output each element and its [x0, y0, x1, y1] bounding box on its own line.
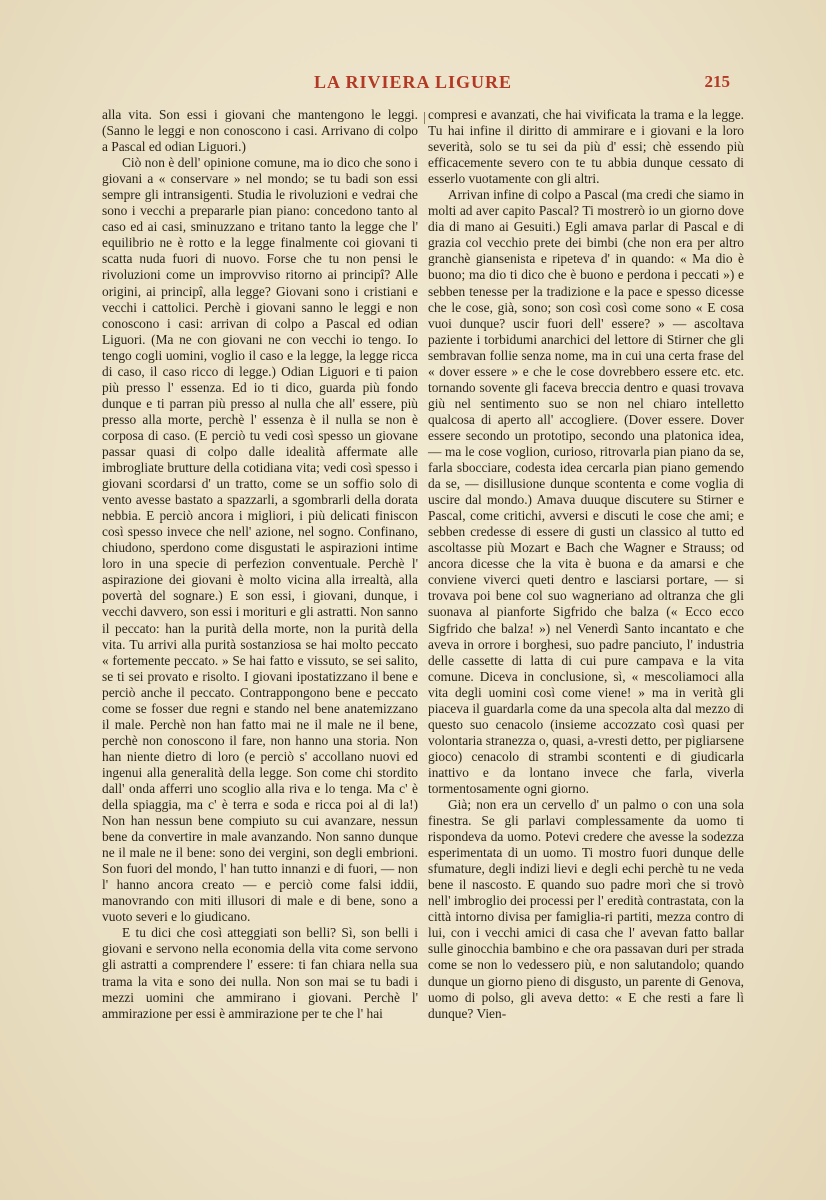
running-title: LA RIVIERA LIGURE [313, 72, 513, 92]
column-divider-mark [424, 112, 425, 124]
page-number: 215 [704, 72, 730, 91]
right-column [428, 107, 744, 1022]
page-header [0, 72, 826, 96]
paragraph: Già; non era un cervello d' un palmo o con una sola finestra. Se gli parlavi complessamente da uomo ti rispondeva da uomo. Potevi credere che avesse la sodezza esperimentata di un uomo. Ti mostro fuori dunque delle sfumature, degli indizi lievi e degli echi perchè tu ne veda bene il nascosto. E quando suo padre morì che si trovò nell' imbroglio dei processi per l' eredità contrastata, con la città intorno divisa per famiglia-ri partiti, mezza contro di lui, con i vecchi amici di casa che l' avevan fatto ballar sulle ginocchia bambino e che ora passavan duri per strada come se non lo vedessero più, e non salutandolo; quando dunque un giorno pieno di disgusto, un parente di Genova, uomo di polso, gli aveva detto: « E che resti a fare lì dunque? Vien- [428, 797, 744, 1021]
paragraph: compresi e avanzati, che hai vivificata la trama e la legge. Tu hai infine il diritto di ammirare e i giovani e la loro severità, solo se tu sei da più d' essi; chè essendo più efficacemente severo con te tu abbia dunque cessato di esserlo vuotamente con gli altri. [428, 107, 744, 187]
paragraph: Arrivan infine di colpo a Pascal (ma credi che siamo in molti ad aver capito Pascal? Ti mostrerò io un giorno dove dia di mano ai Gesuiti.) Egli amava parlar di Pascal e di grazia col vecchio prete dei bimbi (che non era per altro granchè giansenista e ripeteva d' in quando: « Ma dio è buono; ma dio ti dico che è buono e perdona i peccati ») e sebben tenesse per la tradizione e la pace e spesso dicesse che le cose, già, sono; son così così come sono « E cosa vuoi dunque? uscir fuori dell' essere? » — ascoltava paziente i torbidumi anarchici del lettore di Stirner che gli sembravan follie senza nome, ma in cui una certa frase del « dover essere » e che le cose dovrebbero essere etc. etc. tornando sovente gli faceva breccia dentro e quasi trovava giù nel sentimento suo se non nel chiaro intelletto qualcosa di aperto all' accogliere. (Dover essere. Dover essere secondo un prototipo, secondo una platonica idea, — ma le cose voglion, curioso, ritrovarla pian piano da se, farla sbocciare, codesta idea cercarla pian piano gemendo da se, — disillusione dunque scontenta e come voglia di uscire dal mondo.) Amava duuque discutere su Stirner e Pascal, come critichi, avversi e discuti le cose che ami; e sebben credesse di essere di gusti un classico al tutto ed ascoltasse più Mozart e Bach che Wagner e Strauss; od ancora dicesse che la vita è buona e da amarsi e che conviene viverci queti dentro e lasciarsi portare, — si trovava poi bene col suo wagneriano ad oltranza che gli suonava al pianforte Sigfrido che balza (« Ecco ecco Sigfrido che balza! ») nel Venerdì Santo incantato e che aveva in orrore i borghesi, suo padre panciuto, l' industria delle cassette di latta di cui pure campava e la vita comune. Diceva in conclusione, sì, « mescoliamoci alla vita degli uomini così come viene! » ma in verità gli piaceva il guardarla come da una specola alta dal mezzo di questo suo cenacolo (insieme accozzato così quasi per volontaria stranezza o, quasi, a-vresti detto, per pigliarsene gioco) cenacolo di strambi scontenti e di giudicarla inattivo e da lontano invece che farla, viverla tormentosamente ogni giorno. [428, 187, 744, 796]
paragraph: Ciò non è dell' opinione comune, ma io dico che sono i giovani a « conservare » nel mondo; se tu badi son essi sempre gli intransigenti. Studia le rivoluzioni e vedrai che sono i vecchi a prepararle pian piano: concedono tanto al caso ed ai casi, sminuzzano e tritano tanto la legge che l' equilibrio ne è rotto e la legge finalmente coi giovani ti scatta nuda fuori di nuovo. Forse che tu non pensi le rivoluzioni come un improvviso ritorno ai principî? Alle origini, ai principî, alla legge? Giovani sono i cristiani e vecchi i cattolici. Perchè i giovani sanno le leggi e non conoscono i casi: arrivan di colpo a Pascal ed odian Liguori. (Ma ne con giovani ne con vecchi io tengo. Io tengo cogli uomini, voglio il caso e la legge, la legge ricca di caso, il caso ricco di legge.) Odian Liguori e ti paion più presso l' essenza. Ed io ti dico, guarda più fondo dunque e ti parran più presso al nulla che all' essere, più presso alla morte, perchè l' essenza è il nulla se non è corposa di caso. (E perciò tu vedi così spesso un giovane passar quasi di colpo dalle idealità affermate alle imbrogliate brutture della cotidiana vita; vedi così spesso i giovani scordarsi d' un tratto, come se un soffio solo di vento avesse bastato a spazzarli, a sgombrarli della dorata nebbia. E perciò ancora i migliori, i più delicati finiscon così spesso invece che nell' azione, nel sogno. Confinano, chiudono, sperdono come disgustati le aspirazioni intime loro in una specie di perfezion conventuale. Perchè l' aspirazione dei giovani è molto vicina alla irrealtà, alla povertà del sognare.) E son essi, i giovani, dunque, i vecchi davvero, son essi i morituri e gli astratti. Non sanno il peccato: han la purità della morte, non la purità della vita. Tu arrivi alla purità sostanziosa se hai molto peccato « fortemente peccato. » Se hai fatto e vissuto, se sei salito, se ti sei provato e risolto. I giovani ipostatizzano il bene e perciò anche il peccato. Contrappongono bene e peccato come se fosser due regni e stando nel bene anatemizzano il male. Perchè non han fatto mai ne il male ne il bene, perchè non conoscono il fare, non hanno una storia. Non han niente dietro di loro (e perciò s' accollano nuovi ed ingenui alla generalità della legge. Son come chi stordito dall' onda afferri uno scoglio alla riva e lo tenga. Ma c' è della spiaggia, ma c' è terra e soda e ricca poi al di la!) Non han nessun bene compiuto su cui avanzare, nessun bene da convertire in male avanzando. Non sanno dunque ne il male ne il bene: sono dei vergini, son degli embrioni. Son fuori del mondo, l' han tutto innanzi e di fuori, — non l' hanno ancora creato — e perciò come falsi iddii, manovrando con miti illusori di male e di bene, sono a vuoto severi e lo giudicano. [102, 155, 418, 925]
paragraph: alla vita. Son essi i giovani che mantengono le leggi. (Sanno le leggi e non conoscono i casi. Arrivano di colpo a Pascal ed odian Liguori.) [102, 107, 418, 155]
left-column [102, 107, 418, 1022]
paragraph: E tu dici che così atteggiati son belli? Sì, son belli i giovani e servono nella economia della vita come servono gli astratti a comprendere l' essere: ti fan chiara nella sua trama la vita e sono dei nulla. Non son mai se tu badi i mezzi uomini che ammirano i giovani. Perchè l' ammirazione per essi è ammirazione per te che l' hai [102, 925, 418, 1021]
